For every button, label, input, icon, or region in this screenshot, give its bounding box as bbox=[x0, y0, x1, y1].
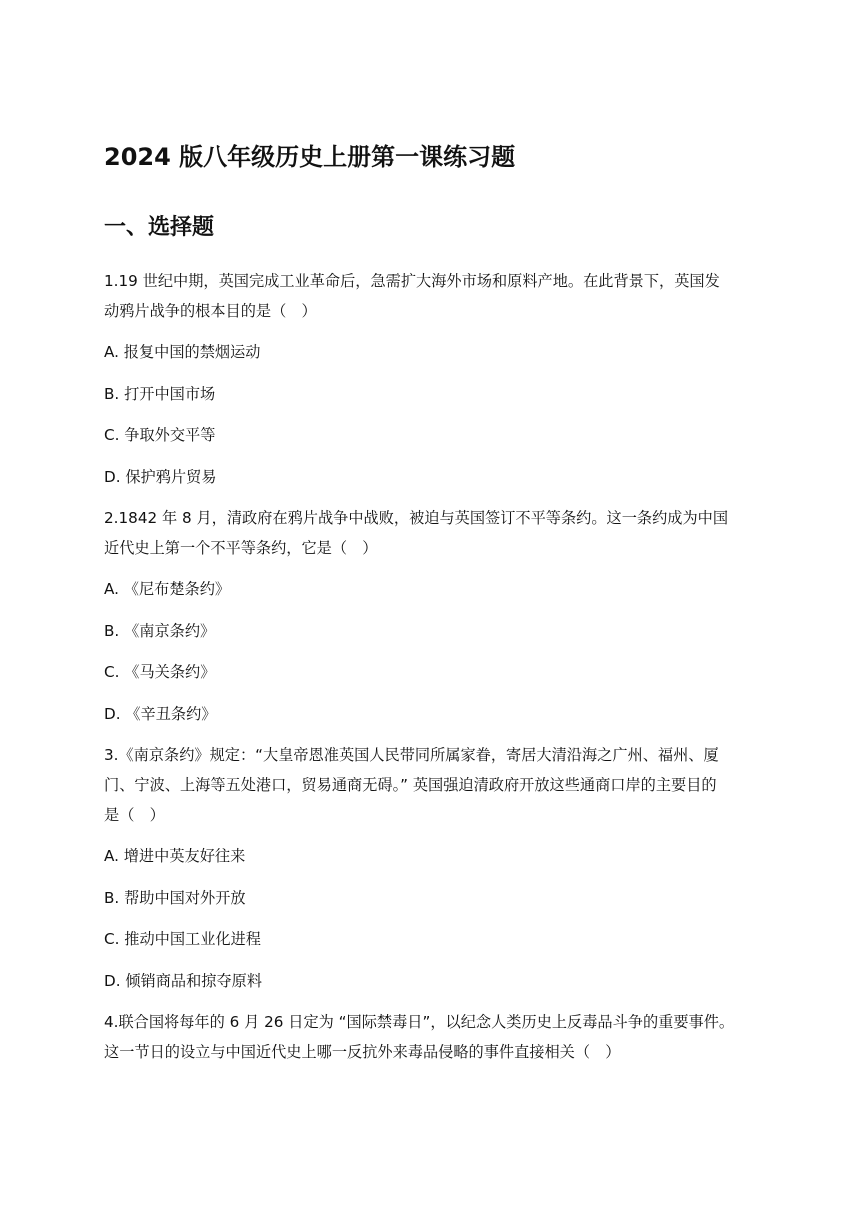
answer-option[interactable]: C. 争取外交平等 bbox=[104, 426, 216, 444]
answer-option[interactable]: D. 倾销商品和掠夺原料 bbox=[104, 971, 263, 990]
question-stem bbox=[104, 740, 754, 830]
question-2 bbox=[104, 503, 754, 729]
question-1 bbox=[104, 266, 754, 492]
answer-option[interactable]: B. 帮助中国对外开放 bbox=[104, 888, 246, 907]
answer-option[interactable]: A. 报复中国的禁烟运动 bbox=[104, 343, 261, 361]
answer-option[interactable]: C. 推动中国工业化进程 bbox=[104, 930, 261, 948]
question-stem-line: 2.1842 年 8 月，清政府在鸦片战争中战败，被迫与英国签订不平等条约。这一条约成为中国 bbox=[104, 509, 729, 527]
question-stem bbox=[104, 1007, 754, 1067]
answer-option[interactable]: B. 打开中国市场 bbox=[104, 384, 216, 403]
question-stem-line: 1.19 世纪中期，英国完成工业革命后，急需扩大海外市场和原料产地。在此背景下，英国发 bbox=[104, 272, 720, 290]
question-stem-line: 3.《南京条约》规定：“大皇帝恩准英国人民带同所属家眷，寄居大清沿海之广州、福州、厦 bbox=[104, 746, 719, 764]
question-stem-line: 是（ ） bbox=[104, 806, 165, 824]
question-stem-line: 4.联合国将每年的 6 月 26 日定为 “国际禁毒日”，以纪念人类历史上反毒品斗争的重要事件。 bbox=[104, 1013, 735, 1031]
question-4 bbox=[104, 1007, 754, 1067]
answer-option[interactable]: C. 《马关条约》 bbox=[104, 663, 216, 681]
question-stem-line: 门、宁波、上海等五处港口，贸易通商无碍。” 英国强迫清政府开放这些通商口岸的主要目的 bbox=[104, 776, 717, 794]
question-stem-line: 这一节日的设立与中国近代史上哪一反抗外来毒品侵略的事件直接相关（ ） bbox=[104, 1043, 621, 1061]
answer-option[interactable]: D. 保护鸦片贸易 bbox=[104, 467, 217, 486]
question-stem bbox=[104, 266, 754, 326]
answer-option[interactable]: B. 《南京条约》 bbox=[104, 621, 216, 640]
question-stem-line: 近代史上第一个不平等条约，它是（ ） bbox=[104, 539, 378, 557]
document-title: 2024 版八年级历史上册第一课练习题 bbox=[104, 143, 516, 171]
answer-option[interactable]: D. 《辛丑条约》 bbox=[104, 704, 217, 723]
question-list bbox=[104, 266, 754, 1078]
answer-option[interactable]: A. 增进中英友好往来 bbox=[104, 847, 246, 865]
question-3 bbox=[104, 740, 754, 996]
question-stem bbox=[104, 503, 754, 563]
answer-option[interactable]: A. 《尼布楚条约》 bbox=[104, 580, 231, 598]
question-stem-line: 动鸦片战争的根本目的是（ ） bbox=[104, 302, 317, 320]
section-title: 一、选择题 bbox=[104, 215, 215, 240]
